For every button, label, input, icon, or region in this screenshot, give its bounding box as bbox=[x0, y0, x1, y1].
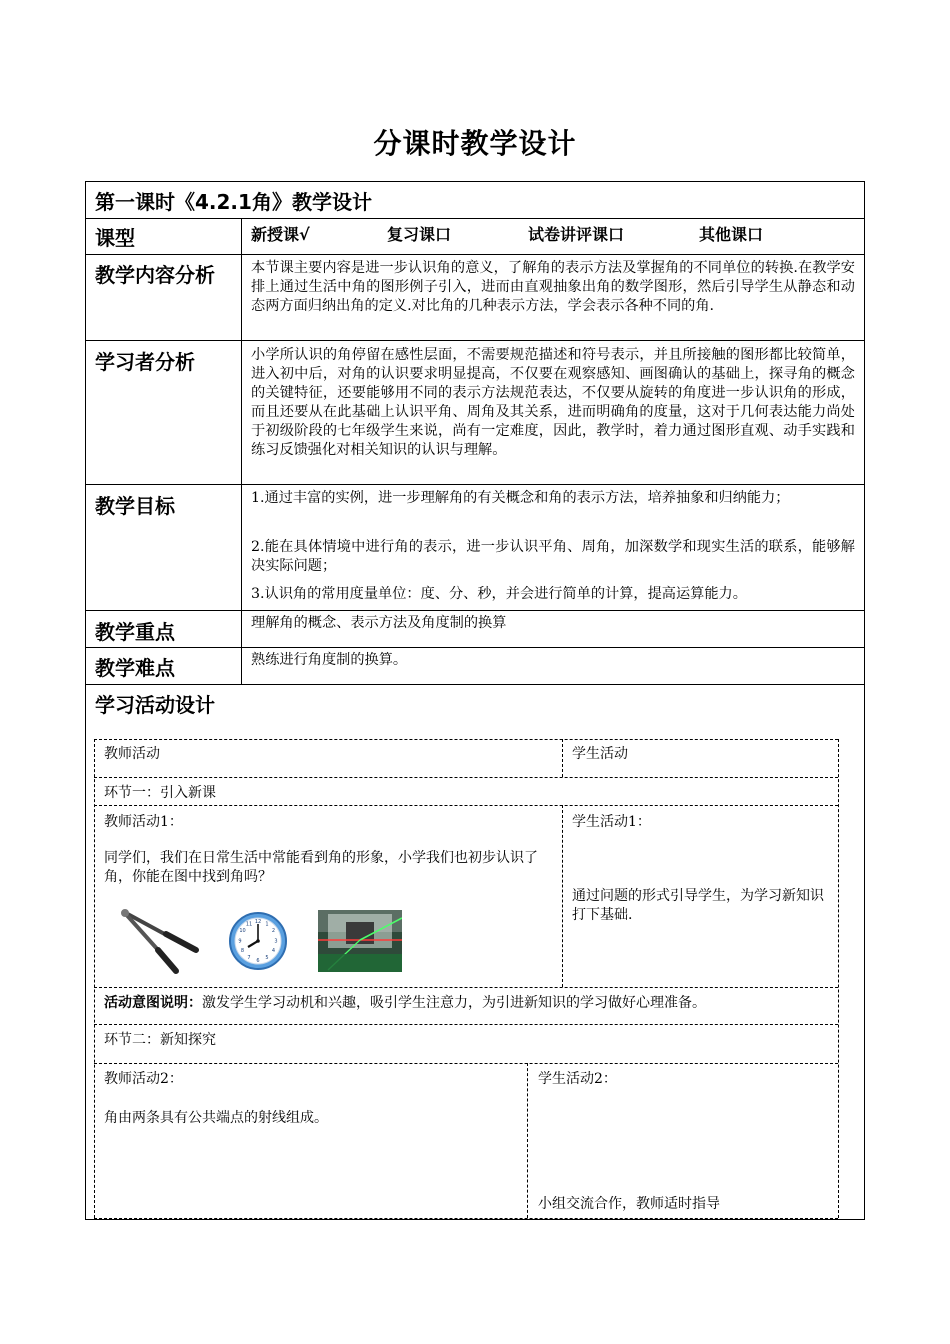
teacher-activity-2-text: 角由两条具有公共端点的射线组成。 bbox=[104, 1110, 328, 1126]
clock-numeral: 7 bbox=[247, 955, 251, 961]
clock-numeral: 4 bbox=[271, 948, 276, 954]
student-activity-header: 学生活动 bbox=[572, 746, 628, 762]
laser-angle-image bbox=[318, 910, 402, 972]
option-review-lesson: 复习课口 bbox=[387, 225, 452, 244]
content-analysis-text: 本节课主要内容是进一步认识角的意义，了解角的表示方法及掌握角的不同单位的转换.在教学安排上通过生活中角的图形例子引入，进而由直观抽象出角的数学图形，然后引导学生从静态和动态两方面归纳出角的定义.对比角的几种表示方法，学会表示各种不同的角. bbox=[251, 260, 855, 314]
dashed-divider bbox=[562, 805, 563, 987]
clock-numeral: 2 bbox=[271, 928, 276, 934]
dashed-divider bbox=[838, 739, 839, 1218]
dashed-divider bbox=[94, 1218, 838, 1219]
clock-numeral: 8 bbox=[240, 948, 245, 954]
activity-intent-label: 活动意图说明： bbox=[104, 995, 202, 1011]
clock-numeral: 1 bbox=[265, 921, 269, 928]
teaching-goal-1: 1.通过丰富的实例，进一步理解角的有关概念和角的表示方法，培养抽象和归纳能力； bbox=[251, 490, 790, 506]
row-divider bbox=[85, 254, 865, 255]
dashed-divider bbox=[94, 805, 838, 806]
clock-numeral: 10 bbox=[239, 928, 246, 934]
learner-analysis-text: 小学所认识的角停留在感性层面，不需要规范描述和符号表示，并且所接触的图形都比较简单，进入初中后，对角的认识要求明显提高，不仅要在观察感知、画图确认的基础上，探寻角的概念的关键特征，还要能够用不同的表示方法规范表达，不仅要从旋转的角度进一步认识角的形成，而且还要从在此基础上认识平角、周角及其关系，进而明确角的度量，这对于几何表达能力尚处于初级阶段的七年级学生来说，尚有一定难度，因此，教学时，着力通过图形直观、动手实践和练习反馈强化对相关知识的认识与理解。 bbox=[251, 347, 855, 458]
teacher-activity-1-text: 同学们，我们在日常生活中常能看到角的形象，小学我们也初步认识了角，你能在图中找到角吗？ bbox=[104, 850, 538, 885]
tongs-image bbox=[118, 906, 200, 978]
clock-image bbox=[228, 911, 288, 971]
key-points-text: 理解角的概念、表示方法及角度制的换算 bbox=[251, 615, 507, 631]
row-divider bbox=[85, 684, 865, 685]
dashed-divider bbox=[94, 987, 838, 988]
stage-2-title: 环节二：新知探究 bbox=[104, 1032, 216, 1048]
learner-analysis-label: 学习者分析 bbox=[95, 350, 195, 374]
clock-numeral: 12 bbox=[254, 919, 262, 925]
option-new-lesson: 新授课√ bbox=[251, 225, 310, 244]
row-divider bbox=[85, 647, 865, 648]
difficulties-label: 教学难点 bbox=[95, 656, 175, 680]
teaching-goal-2: 2.能在具体情境中进行角的表示，进一步认识平角、周角，加深数学和现实生活的联系，能够解决实际问题； bbox=[251, 539, 855, 574]
dashed-divider bbox=[94, 1024, 838, 1025]
dashed-divider bbox=[94, 777, 838, 778]
teacher-activity-header: 教师活动 bbox=[104, 746, 160, 762]
content-analysis-label: 教学内容分析 bbox=[95, 263, 215, 287]
dashed-divider bbox=[94, 739, 95, 1218]
teacher-activity-1-title: 教师活动1： bbox=[104, 814, 183, 830]
clock-numeral: 5 bbox=[265, 955, 269, 961]
column-divider bbox=[241, 218, 242, 684]
clock-numeral: 11 bbox=[245, 921, 253, 928]
dashed-divider bbox=[94, 739, 838, 740]
clock-numeral: 6 bbox=[256, 958, 260, 964]
stage-1-title: 环节一：引入新课 bbox=[104, 785, 216, 801]
option-other: 其他课口 bbox=[699, 225, 764, 244]
dashed-divider bbox=[94, 1063, 838, 1064]
course-type-label: 课型 bbox=[95, 226, 135, 250]
difficulties-text: 熟练进行角度制的换算。 bbox=[251, 652, 408, 668]
row-divider bbox=[85, 218, 865, 219]
student-activity-2-title: 学生活动2： bbox=[538, 1071, 617, 1087]
teaching-goal-3: 3.认识角的常用度量单位：度、分、秒，并会进行简单的计算，提高运算能力。 bbox=[251, 586, 747, 602]
student-activity-2-text: 小组交流合作，教师适时指导 bbox=[538, 1196, 720, 1212]
row-divider bbox=[85, 610, 865, 611]
clock-numeral: 9 bbox=[238, 938, 242, 945]
student-activity-1-title: 学生活动1： bbox=[572, 814, 651, 830]
student-activity-1-text: 通过问题的形式引导学生，为学习新知识打下基础. bbox=[572, 888, 824, 923]
key-points-label: 教学重点 bbox=[95, 620, 175, 644]
row-divider bbox=[85, 484, 865, 485]
activity-intent-text: 激发学生学习动机和兴趣，吸引学生注意力，为引进新知识的学习做好心理准备。 bbox=[202, 995, 706, 1011]
dashed-divider bbox=[562, 739, 563, 777]
lesson-title: 第一课时《4.2.1角》教学设计 bbox=[95, 190, 372, 214]
page-title: 分课时教学设计 bbox=[373, 127, 577, 160]
activity-intent bbox=[104, 992, 834, 1012]
option-exam-review: 试卷讲评课口 bbox=[528, 225, 625, 244]
clock-numeral: 3 bbox=[274, 938, 278, 945]
teacher-activity-2-title: 教师活动2： bbox=[104, 1071, 183, 1087]
teaching-goals-label: 教学目标 bbox=[95, 494, 175, 518]
dashed-divider bbox=[527, 1063, 528, 1218]
activity-design-label: 学习活动设计 bbox=[95, 693, 215, 717]
row-divider bbox=[85, 340, 865, 341]
